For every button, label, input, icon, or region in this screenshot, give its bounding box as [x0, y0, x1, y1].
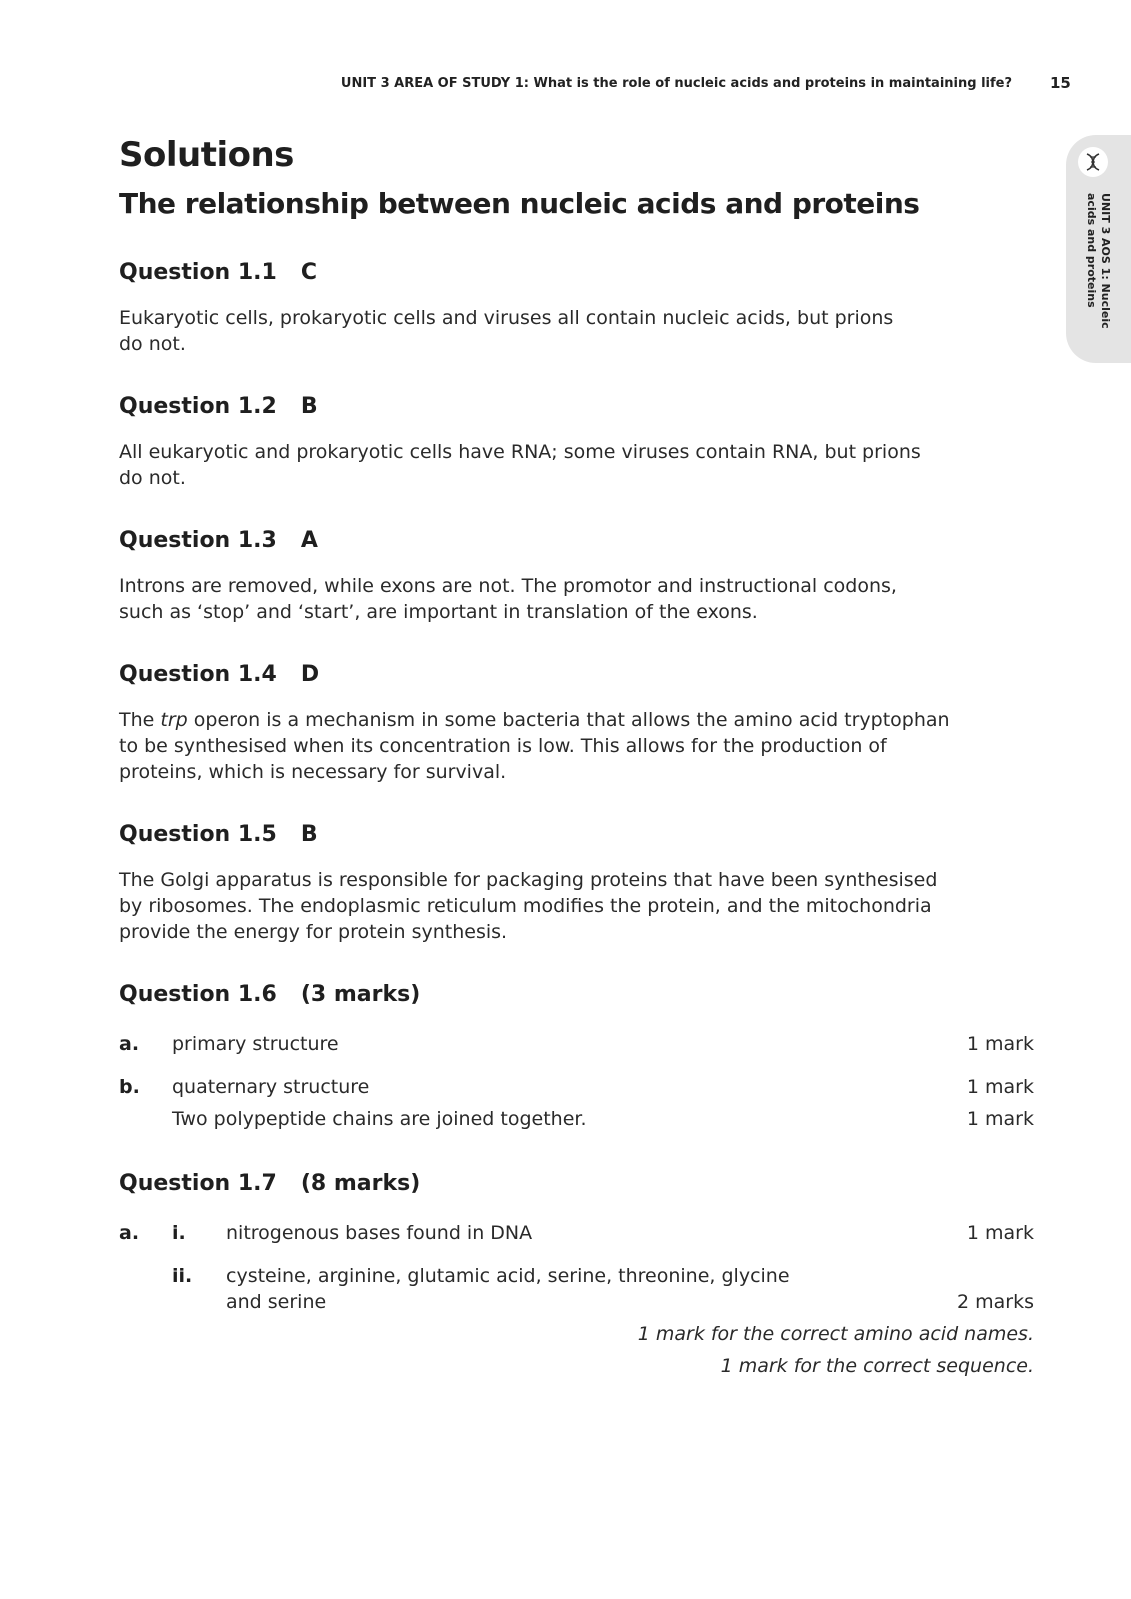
question-explanation: [119, 305, 1034, 357]
mark-allocation: 1 mark: [966, 1222, 1034, 1244]
question-answer: D: [300, 662, 320, 687]
question-number: Question 1.7: [119, 1171, 277, 1196]
part-text: Two polypeptide chains are joined together.: [172, 1108, 587, 1130]
side-tab-line2: acids and proteins: [1085, 193, 1098, 308]
question-answer: B: [300, 394, 318, 419]
text-line: proteins, which is necessary for survival.: [119, 761, 507, 783]
question-1-2: [119, 393, 1034, 491]
text-run: The: [119, 709, 161, 731]
question-heading: [119, 981, 1034, 1009]
question-1-3: [119, 527, 1034, 625]
question-heading: [119, 527, 1034, 555]
answer-part-a: [119, 1031, 1034, 1057]
question-number: Question 1.5: [119, 822, 277, 847]
answer-part-a-ii: [119, 1263, 1034, 1315]
mark-allocation: 1 mark: [966, 1076, 1034, 1098]
question-heading: [119, 259, 1034, 287]
dna-icon: [1078, 147, 1108, 177]
question-heading: [119, 393, 1034, 421]
question-heading: [119, 661, 1034, 689]
text-line: All eukaryotic and prokaryotic cells have RNA; some viruses contain RNA, but prions: [119, 441, 921, 463]
question-answer: B: [300, 822, 318, 847]
text-line: Eukaryotic cells, prokaryotic cells and viruses all contain nucleic acids, but prions: [119, 307, 894, 329]
text-line: The Golgi apparatus is responsible for packaging proteins that have been synthesised: [119, 869, 938, 891]
question-explanation: [119, 573, 1034, 625]
part-label: a.: [119, 1222, 140, 1244]
mark-allocation: 2 marks: [957, 1291, 1034, 1313]
question-1-6: [119, 981, 1034, 1132]
side-tab-line1: UNIT 3 AOS 1: Nucleic: [1099, 193, 1112, 329]
question-explanation: [119, 867, 1034, 945]
question-number: Question 1.2: [119, 394, 277, 419]
question-1-7: [119, 1170, 1034, 1379]
question-1-5: [119, 821, 1034, 945]
text-run: operon is a mechanism in some bacteria that allows the amino acid tryptophan: [187, 709, 950, 731]
marking-note: 1 mark for the correct amino acid names.: [637, 1323, 1034, 1345]
answer-part-a-i: [119, 1220, 1034, 1246]
question-heading: [119, 821, 1034, 849]
side-tab-label: [1076, 193, 1112, 353]
page-number: 15: [1050, 74, 1071, 92]
text-line: do not.: [119, 467, 186, 489]
question-number: Question 1.6: [119, 982, 277, 1007]
question-marks: (8 marks): [300, 1171, 421, 1196]
text-line: such as ‘stop’ and ‘start’, are important in translation of the exons.: [119, 601, 758, 623]
part-text: quaternary structure: [172, 1076, 370, 1098]
marking-note: 1 mark for the correct sequence.: [720, 1355, 1034, 1377]
answer-parts: [119, 1220, 1034, 1379]
text-line: by ribosomes. The endoplasmic reticulum modifies the protein, and the mitochondria: [119, 895, 932, 917]
part-label: b.: [119, 1076, 140, 1098]
text-line: do not.: [119, 333, 186, 355]
mark-allocation: 1 mark: [966, 1033, 1034, 1055]
answer-part-b-detail: [119, 1106, 1034, 1132]
part-text: cysteine, arginine, glutamic acid, serine, threonine, glycine: [226, 1265, 790, 1287]
part-label: a.: [119, 1033, 140, 1055]
part-text: primary structure: [172, 1033, 339, 1055]
part-text: and serine: [226, 1291, 327, 1313]
question-heading: [119, 1170, 1034, 1198]
subpart-label: ii.: [172, 1265, 193, 1287]
side-tab: [1066, 135, 1131, 363]
main-content: [119, 135, 1034, 1379]
question-number: Question 1.1: [119, 260, 277, 285]
question-1-1: [119, 259, 1034, 357]
italic-term: trp: [160, 709, 188, 731]
question-answer: C: [300, 260, 318, 285]
text-line: provide the energy for protein synthesis.: [119, 921, 508, 943]
question-number: Question 1.4: [119, 662, 277, 687]
text-line: [119, 707, 1034, 733]
question-number: Question 1.3: [119, 528, 277, 553]
subpart-label: i.: [172, 1222, 186, 1244]
part-text: nitrogenous bases found in DNA: [226, 1222, 533, 1244]
text-line: Introns are removed, while exons are not. The promotor and instructional codons,: [119, 575, 897, 597]
question-explanation: [119, 439, 1034, 491]
running-head: UNIT 3 AREA OF STUDY 1: What is the role of nucleic acids and proteins in maintaining life?: [340, 76, 1012, 91]
question-marks: (3 marks): [300, 982, 421, 1007]
answer-part-b: [119, 1074, 1034, 1100]
page-title: Solutions: [119, 135, 294, 175]
answer-parts: [119, 1031, 1034, 1132]
question-answer: A: [300, 528, 318, 553]
question-1-4: [119, 661, 1034, 785]
question-explanation: [119, 707, 1034, 785]
mark-allocation: 1 mark: [966, 1108, 1034, 1130]
section-title: The relationship between nucleic acids and proteins: [119, 187, 920, 220]
text-line: to be synthesised when its concentration is low. This allows for the production of: [119, 735, 887, 757]
